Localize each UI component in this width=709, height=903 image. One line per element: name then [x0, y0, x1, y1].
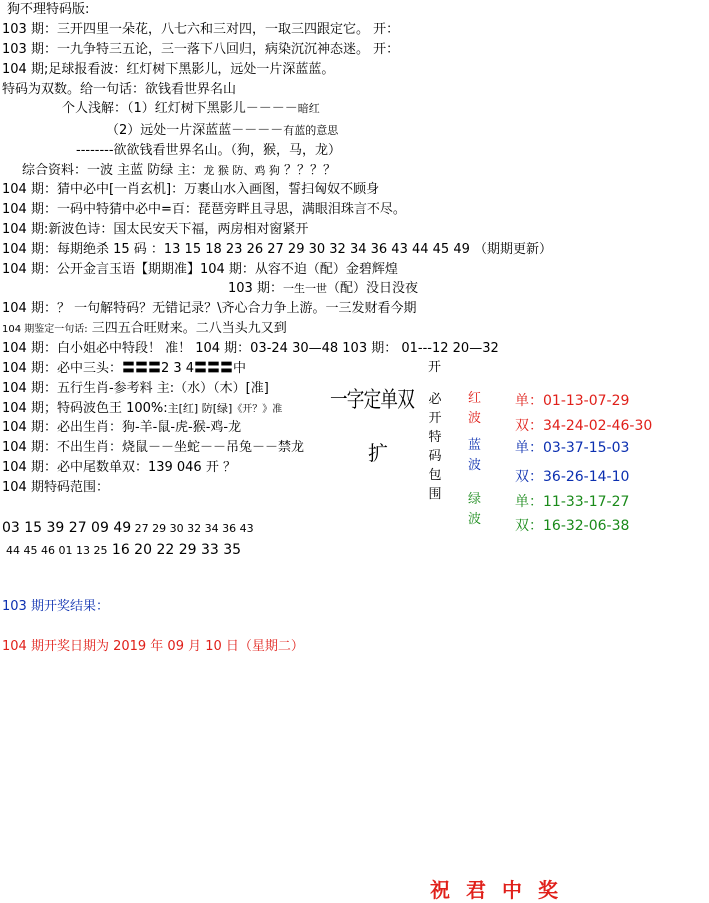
text-line: 104 期：必中三头：〓〓〓2 3 4〓〓〓中 [2, 361, 247, 376]
wave-char: 绿 [468, 492, 482, 507]
text-line: 104 期：猜中必中[一肖玄机]：万裹山水入画图，誓扫匈奴不顾身 [2, 182, 380, 197]
vertical-char: 开 [428, 411, 442, 426]
range-numbers-1 [2, 520, 254, 537]
next-draw-date: 104 期开奖日期为 2019 年 09 月 10 日（星期二） [2, 639, 304, 654]
interpretation-text: 个人浅解：（1）红灯树下黑影儿－－－－ [62, 101, 298, 116]
handwritten-stamp-2: 扩 [368, 441, 388, 465]
wave-char: 波 [468, 458, 482, 473]
phrase-text: 三四五合旺财来。二八当头九又到 [87, 321, 287, 336]
summary-text: 综合资料：一波 主蓝 防绿 主： [22, 163, 204, 178]
phrase-text: （配）没日没夜 [326, 281, 418, 296]
wave-odd-blue: 单：03-37-15-03 [515, 440, 630, 456]
text-line: 104 期特码范围： [2, 480, 109, 495]
wave-char: 红 [468, 391, 482, 406]
range-numbers-large: 03 15 39 27 09 49 [2, 520, 132, 536]
text-line: 104 期：不出生肖：烧鼠－－坐蛇－－吊兔－－禁龙 [2, 440, 304, 455]
text-line: 104 期：白小姐必中特段！ 准！ 104 期：03-24 30—48 103 期： 01---12 20—32 [2, 341, 499, 356]
text-line: 103 期：一九争特三五论，三一落下八回归，病染沉沉神态迷。 开： [2, 42, 400, 57]
issue-label: 103 期： [228, 281, 283, 296]
text-line [2, 321, 287, 338]
wave-odd-green: 单：11-33-17-27 [515, 494, 630, 510]
backup-color: 防[绿] [198, 402, 233, 415]
interpretation-note: 有蓝的意思 [283, 124, 339, 137]
text-line: 104 期：必出生肖：狗-羊-鼠-虎-猴-鸡-龙 [2, 420, 242, 435]
text-line: 104 期：五行生肖-参考料 主:（水）（木）[准] [2, 381, 269, 396]
interpretation-text: （2）远处一片深蓝蓝－－－－ [106, 123, 284, 138]
text-line: 104 期：一码中特猜中必中=百：琵琶旁畔且寻思，满眼泪珠言不尽。 [2, 202, 406, 217]
kai-label: 开 [428, 360, 442, 375]
text-line: 104 期:新波色诗：国太民安天下福，两房相对窗紧开 [2, 222, 309, 237]
range-numbers-small: 27 29 30 32 34 36 43 [131, 522, 254, 535]
vertical-label [428, 390, 442, 504]
text-line: 104 期：公开金言玉语【期期准】104 期：从容不迫（配）金碧辉煌 [2, 262, 398, 277]
wave-char: 蓝 [468, 438, 482, 453]
interpretation-note: 暗红 [297, 102, 320, 115]
summary-note: 龙 猴 防、鸡 狗 [203, 164, 280, 177]
vertical-char: 特 [428, 430, 442, 445]
issue-label: 104 期；特码波色王 100%: [2, 401, 168, 416]
page-title: 狗不理特码版: [7, 2, 90, 17]
vertical-char: 码 [428, 449, 442, 464]
summary-tail: ？？？？ [279, 163, 337, 178]
wave-label-green [468, 490, 484, 530]
main-color: 主[红] [167, 402, 199, 415]
issue-label: 104 期鉴定一句话: [2, 324, 88, 335]
phrase-small: 一生一世 [282, 282, 327, 295]
text-line: 104 期;足球报看波：红灯树下黑影儿，远处一片深蓝蓝。 [2, 62, 335, 77]
vertical-char: 包 [428, 468, 442, 483]
range-numbers-2 [6, 542, 241, 559]
interpretation-1 [62, 101, 320, 117]
text-line: 104 期：？ 一句解特码？无错记录？\齐心合力争上游。一三发财看今期 [2, 301, 417, 316]
footer-blessing: 祝君中奖 [430, 878, 574, 902]
vertical-char: 围 [428, 487, 442, 502]
range-numbers-large: 16 20 22 29 33 35 [107, 542, 242, 558]
wave-even-green: 双：16-32-06-38 [515, 518, 630, 534]
text-line [228, 281, 418, 297]
wave-even-blue: 双：36-26-14-10 [515, 469, 630, 485]
text-line: 103 期：三开四里一朵花，八七六和三对四，一取三四跟定它。 开： [2, 22, 400, 37]
wave-char: 波 [468, 512, 482, 527]
text-line [2, 401, 282, 418]
result-label: 103 期开奖结果： [2, 599, 109, 614]
interpretation-3: --------欲欲钱看世界名山。（狗，猴，马，龙） [76, 143, 342, 158]
text-line: 特码为双数。给一句话：欲钱看世界名山 [2, 82, 237, 97]
open-note: 《开？》准 [232, 404, 283, 415]
interpretation-2 [106, 123, 338, 139]
wave-label-red [468, 389, 484, 429]
range-numbers-small: 44 45 46 01 13 25 [6, 544, 108, 557]
vertical-char: 必 [428, 392, 442, 407]
wave-even-red: 双：34-24-02-46-30 [515, 418, 653, 434]
text-line: 104 期：必中尾数单双：139 046 开 ？ [2, 460, 236, 475]
handwritten-stamp: 一字定单双 [330, 388, 415, 413]
wave-label-blue [468, 436, 484, 476]
wave-char: 波 [468, 411, 482, 426]
wave-odd-red: 单：01-13-07-29 [515, 393, 630, 409]
summary-line [22, 163, 336, 179]
kill-numbers-line: 104 期：每期绝杀 15 码 ：13 15 18 23 26 27 29 30 32 34 36 43 44 45 49 （期期更新） [2, 242, 552, 257]
